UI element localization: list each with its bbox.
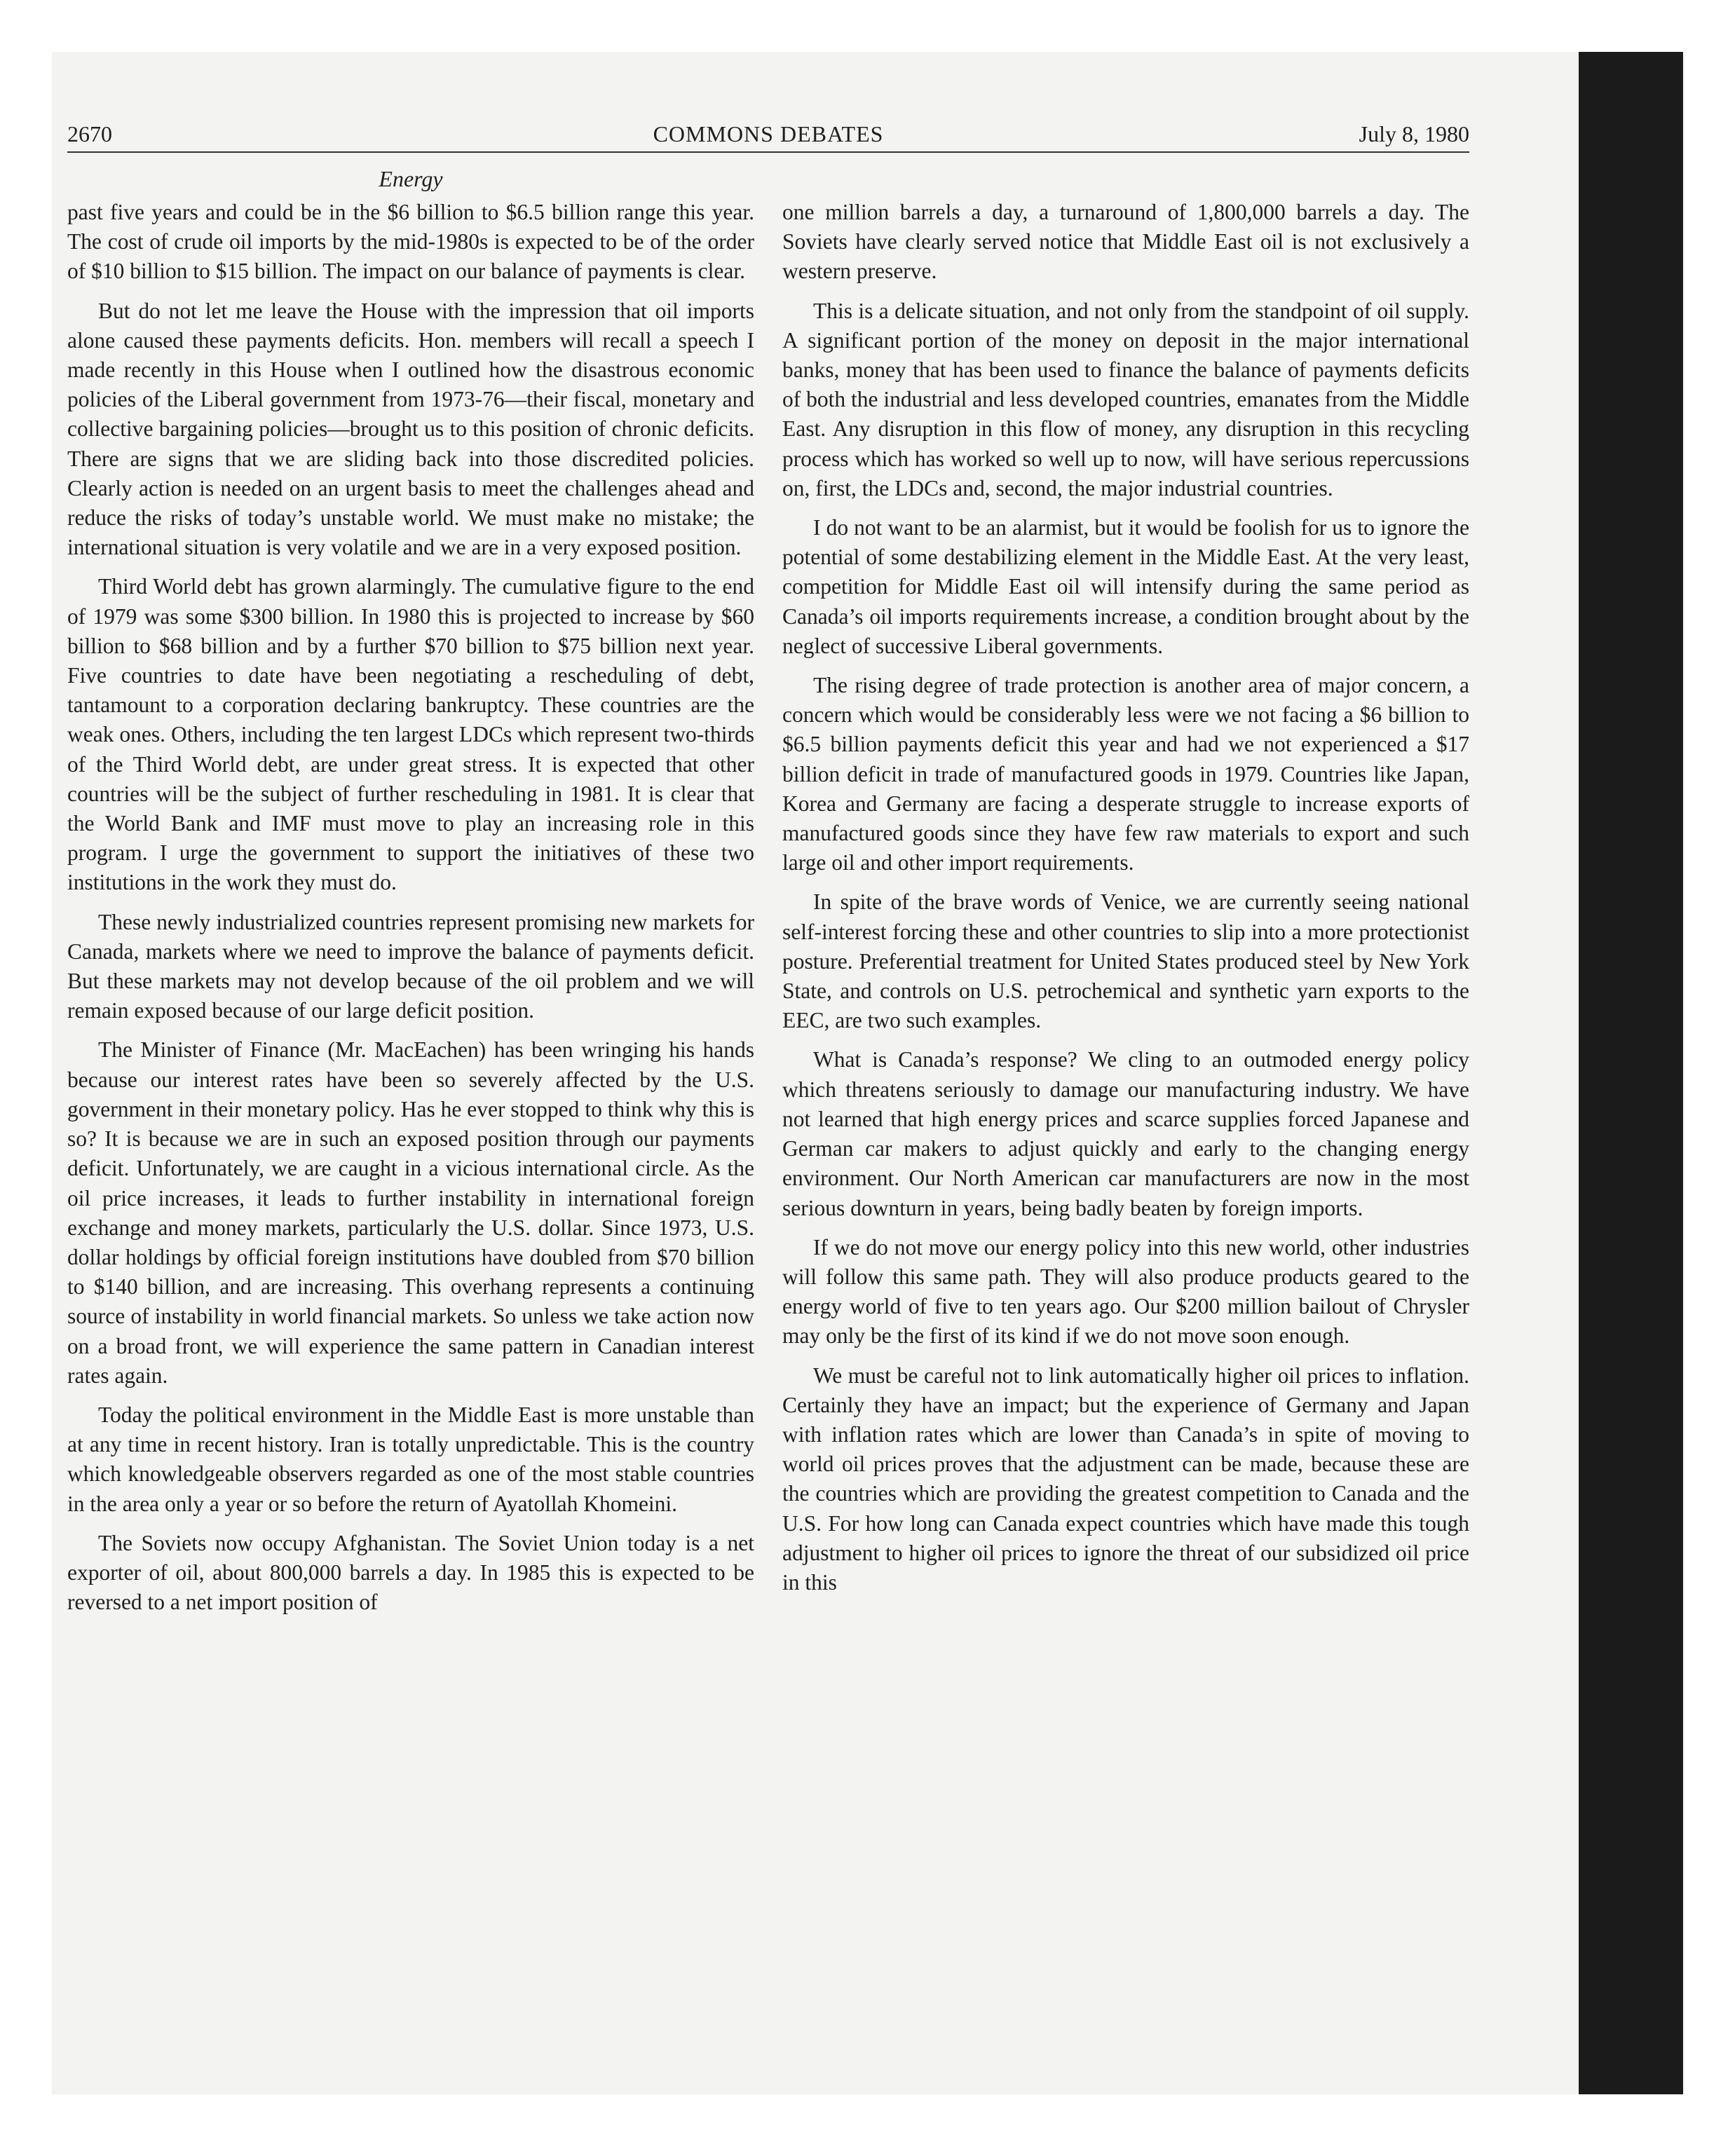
paragraph: I do not want to be an alarmist, but it would be foolish for us to ignore the potential of some destabilizing element in the Middle East. At the very least, competition for Middle East oil will intensify during the same period as Canada’s oil imports requirements increase, a condition brought about by the neglect of successive Liberal governments. [782,515,1469,658]
paragraph: The Soviets now occupy Afghanistan. The Soviet Union today is a net exporter of oil, about 800,000 barrels a day. In 1985 this is expected to be reversed to a net import position of [67,1530,754,1615]
paragraph: If we do not move our energy policy into this new world, other industries will follow this same path. They will also produce products geared to the energy world of five to ten years ago. Our $200 million bailout of Chrysler may only be the first of its kind if we do not move soon enough. [782,1234,1469,1349]
paragraph: past five years and could be in the $6 billion to $6.5 billion range this year. The cost of crude oil imports by the mid-1980s is expected to be of the order of $10 billion to $15 billion. The impact on our balance of payments is clear. [67,200,754,284]
paragraph: Third World debt has grown alarmingly. The cumulative figure to the end of 1979 was some $300 billion. In 1980 this is projected to increase by $60 billion to $68 billion and by a further $70 billion to $75 billion next year. Five countries to date have been negotiating a rescheduling of debt, tantamount to a corporation declaring bankruptcy. These countries are the weak ones. Others, including the ten largest LDCs which represent two-thirds of the Third World debt, are under great stress. It is expected that other countries will be the subject of further rescheduling in 1981. It is clear that the World Bank and IMF must move to play an increasing role in this program. I urge the government to support the initiatives of these two institutions in the work they must do. [67,574,754,895]
paragraph: We must be careful not to link automatically higher oil prices to inflation. Certainly they have an impact; but the experience of Germany and Japan with inflation rates which are lower than Canada’s in spite of moving to world oil prices proves that the adjustment can be made, because these are the countries which are providing the greatest competition to Canada and the U.S. For how long can Canada expect countries which have made this tough adjustment to higher oil prices to ignore the threat of our subsidized oil price in this [782,1363,1469,1595]
paragraph: The rising degree of trade protection is another area of major concern, a concern which would be considerably less were we not facing a $6 billion to $6.5 billion payments deficit this year and had we not experienced a $17 billion deficit in trade of manufactured goods in 1979. Countries like Japan, Korea and Germany are facing a desperate struggle to increase exports of manufactured goods since they have few raw materials to export and such large oil and other import requirements. [782,673,1469,875]
paragraph: This is a delicate situation, and not only from the standpoint of oil supply. A significant portion of the money on deposit in the major international banks, money that has been used to finance the balance of payments deficits of both the industrial and less developed countries, emanates from the Middle East. Any disruption in this flow of money, any disruption in this recycling process which has worked so well up to now, will have serious repercussions on, first, the LDCs and, second, the major industrial countries. [782,298,1469,500]
publication-title: COMMONS DEBATES [653,121,884,146]
left-column [67,198,754,1627]
issue-date: July 8, 1980 [1359,121,1469,146]
paragraph: Today the political environment in the Middle East is more unstable than at any time in recent history. Iran is totally unpredictable. This is the country which knowledgeable observers regarded as one of the most stable countries in the area only a year or so before the return of Ayatollah Khomeini. [67,1402,754,1516]
paragraph: The Minister of Finance (Mr. MacEachen) has been wringing his hands because our interest rates have been so severely affected by the U.S. government in their monetary policy. Has he ever stopped to think why this is so? It is because we are in such an exposed position through our payments deficit. Unfortunately, we are caught in a vicious international circle. As the oil price increases, it leads to further instability in international foreign exchange and money markets, particularly the U.S. dollar. Since 1973, U.S. dollar holdings by official foreign institutions have doubled from $70 billion to $140 billion, and are increasing. This overhang represents a continuing source of instability in world financial markets. So unless we take action now on a broad front, we will experience the same pattern in Canadian interest rates again. [67,1037,754,1388]
paragraph: What is Canada’s response? We cling to an outmoded energy policy which threatens seriously to damage our manufacturing industry. We have not learned that high energy prices and scarce supplies forced Japanese and German car makers to adjust quickly and early to the changing energy environment. Our North American car manufacturers are now in the most serious downturn in years, being badly beaten by foreign imports. [782,1047,1469,1220]
section-title: Energy [379,166,443,191]
paragraph: These newly industrialized countries represent promising new markets for Canada, markets where we need to improve the balance of payments deficit. But these markets may not develop because of the oil problem and we will remain exposed because of our large deficit position. [67,909,754,1023]
paragraph: But do not let me leave the House with the impression that oil imports alone caused these payments deficits. Hon. members will recall a speech I made recently in this House when I outlined how the disastrous economic policies of the Liberal government from 1973-76—their fiscal, monetary and collective bargaining policies—brought us to this position of chronic deficits. There are signs that we are sliding back into those discredited policies. Clearly action is needed on an urgent basis to meet the challenges ahead and reduce the risks of today’s unstable world. We must make no mistake; the international situation is very volatile and we are in a very exposed position. [67,298,754,560]
header-rule [67,151,1469,153]
scan-margin [0,0,52,2156]
paragraph: one million barrels a day, a turnaround of 1,800,000 barrels a day. The Soviets have clearly served notice that Middle East oil is not exclusively a western preserve. [782,200,1469,284]
scan-shadow-edge [1579,52,1683,2094]
running-header [67,118,1469,150]
page-number: 2670 [67,121,112,146]
right-column [782,198,1469,1607]
paragraph: In spite of the brave words of Venice, we are currently seeing national self-interest forcing these and other countries to slip into a more protectionist posture. Preferential treatment for United States produced steel by New York State, and controls on U.S. petrochemical and synthetic yarn exports to the EEC, are two such examples. [782,889,1469,1033]
